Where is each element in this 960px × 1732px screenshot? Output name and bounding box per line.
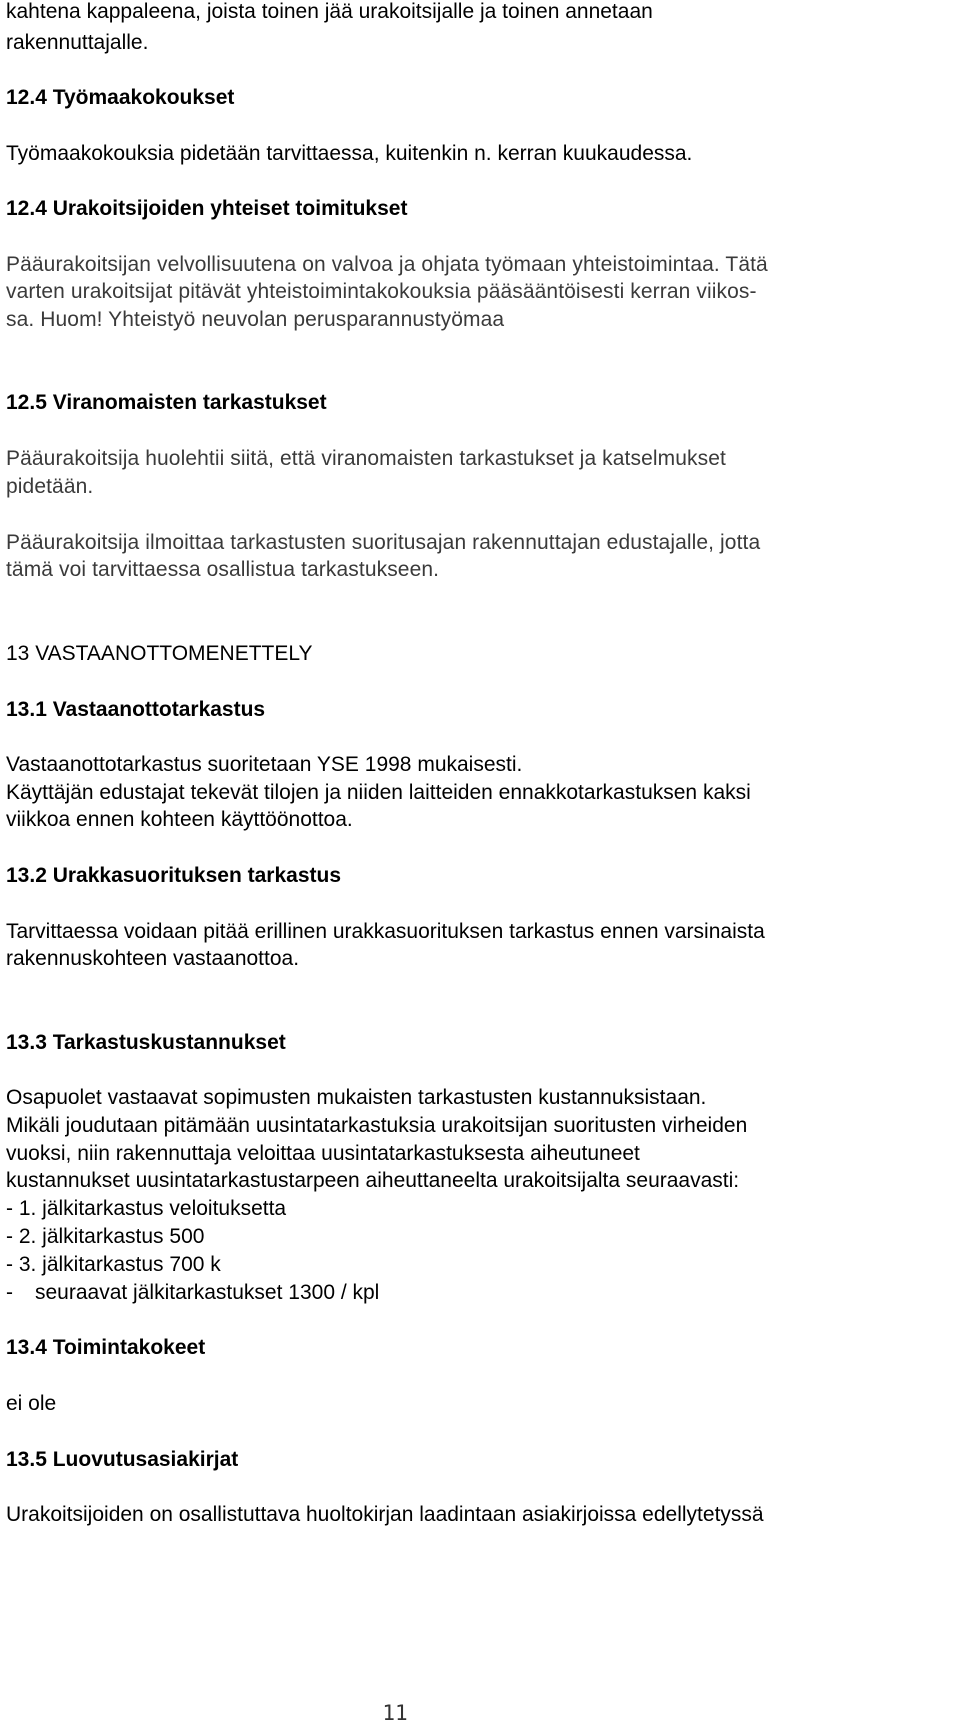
section-heading: 13.5 Luovutusasiakirjat <box>6 1448 239 1471</box>
paragraph-line: ei ole <box>6 1392 57 1415</box>
section-heading: 12.4 Urakoitsijoiden yhteiset toimitukset <box>6 197 408 220</box>
section-heading: 13.3 Tarkastuskustannukset <box>6 1031 286 1054</box>
chapter-heading: 13 VASTAANOTTOMENETTELY <box>6 642 313 665</box>
paragraph-line: vuoksi, niin rakennuttaja veloittaa uusintatarkastuksesta aiheutuneet <box>6 1142 640 1165</box>
paragraph-line: tämä voi tarvittaessa osallistua tarkastukseen. <box>6 558 440 581</box>
paragraph-line: Pääurakoitsija ilmoittaa tarkastusten suoritusajan rakennuttajan edustajalle, jotta <box>6 531 761 554</box>
paragraph-line: Vastaanottotarkastus suoritetaan YSE 1998 mukaisesti. <box>6 753 523 776</box>
section-heading: 12.4 Työmaakokoukset <box>6 86 235 109</box>
paragraph-line: Mikäli joudutaan pitämään uusintatarkastuksia urakoitsijan suoritusten virheiden <box>6 1114 748 1137</box>
paragraph-line: viikkoa ennen kohteen käyttöönottoa. <box>6 808 353 831</box>
paragraph-line: pidetään. <box>6 475 94 498</box>
list-dash: - <box>6 1281 13 1304</box>
list-item <box>6 1281 379 1305</box>
paragraph-line: kustannukset uusintatarkastustarpeen aiheuttaneelta urakoitsijalta seuraavasti: <box>6 1169 740 1192</box>
paragraph-line: kahtena kappaleena, joista toinen jää urakoitsijalle ja toinen annetaan <box>6 0 653 23</box>
paragraph-line: rakennuttajalle. <box>6 31 149 54</box>
paragraph-line: Käyttäjän edustajat tekevät tilojen ja niiden laitteiden ennakkotarkastuksen kaksi <box>6 781 751 804</box>
paragraph-line: Tarvittaessa voidaan pitää erillinen urakkasuorituksen tarkastus ennen varsinaista <box>6 920 765 943</box>
list-item: - 3. jälkitarkastus 700 k <box>6 1253 221 1276</box>
list-item: - 2. jälkitarkastus 500 <box>6 1225 205 1248</box>
paragraph-line: Osapuolet vastaavat sopimusten mukaisten tarkastusten kustannuksistaan. <box>6 1086 707 1109</box>
list-item: - 1. jälkitarkastus veloituksetta <box>6 1197 287 1220</box>
paragraph-line: sa. Huom! Yhteistyö neuvolan perusparannustyömaa <box>6 308 505 331</box>
paragraph-line: varten urakoitsijat pitävät yhteistoimintakokouksia pääsääntöisesti kerran viikos- <box>6 280 757 303</box>
section-heading: 13.4 Toimintakokeet <box>6 1336 206 1359</box>
paragraph-line: rakennuskohteen vastaanottoa. <box>6 947 300 970</box>
paragraph-line: Pääurakoitsijan velvollisuutena on valvoa ja ohjata työmaan yhteistoimintaa. Tätä <box>6 253 768 276</box>
page-number: 11 <box>382 1701 408 1725</box>
section-heading: 13.2 Urakkasuorituksen tarkastus <box>6 864 342 887</box>
section-heading: 13.1 Vastaanottotarkastus <box>6 698 266 721</box>
list-item-text: seuraavat jälkitarkastukset 1300 / kpl <box>35 1281 380 1304</box>
paragraph-line: Pääurakoitsija huolehtii siitä, että viranomaisten tarkastukset ja katselmukset <box>6 447 726 470</box>
paragraph-line: Urakoitsijoiden on osallistuttava huoltokirjan laadintaan asiakirjoissa edellytetyssä <box>6 1503 764 1526</box>
section-heading: 12.5 Viranomaisten tarkastukset <box>6 391 327 414</box>
paragraph-line: Työmaakokouksia pidetään tarvittaessa, kuitenkin n. kerran kuukaudessa. <box>6 142 693 165</box>
